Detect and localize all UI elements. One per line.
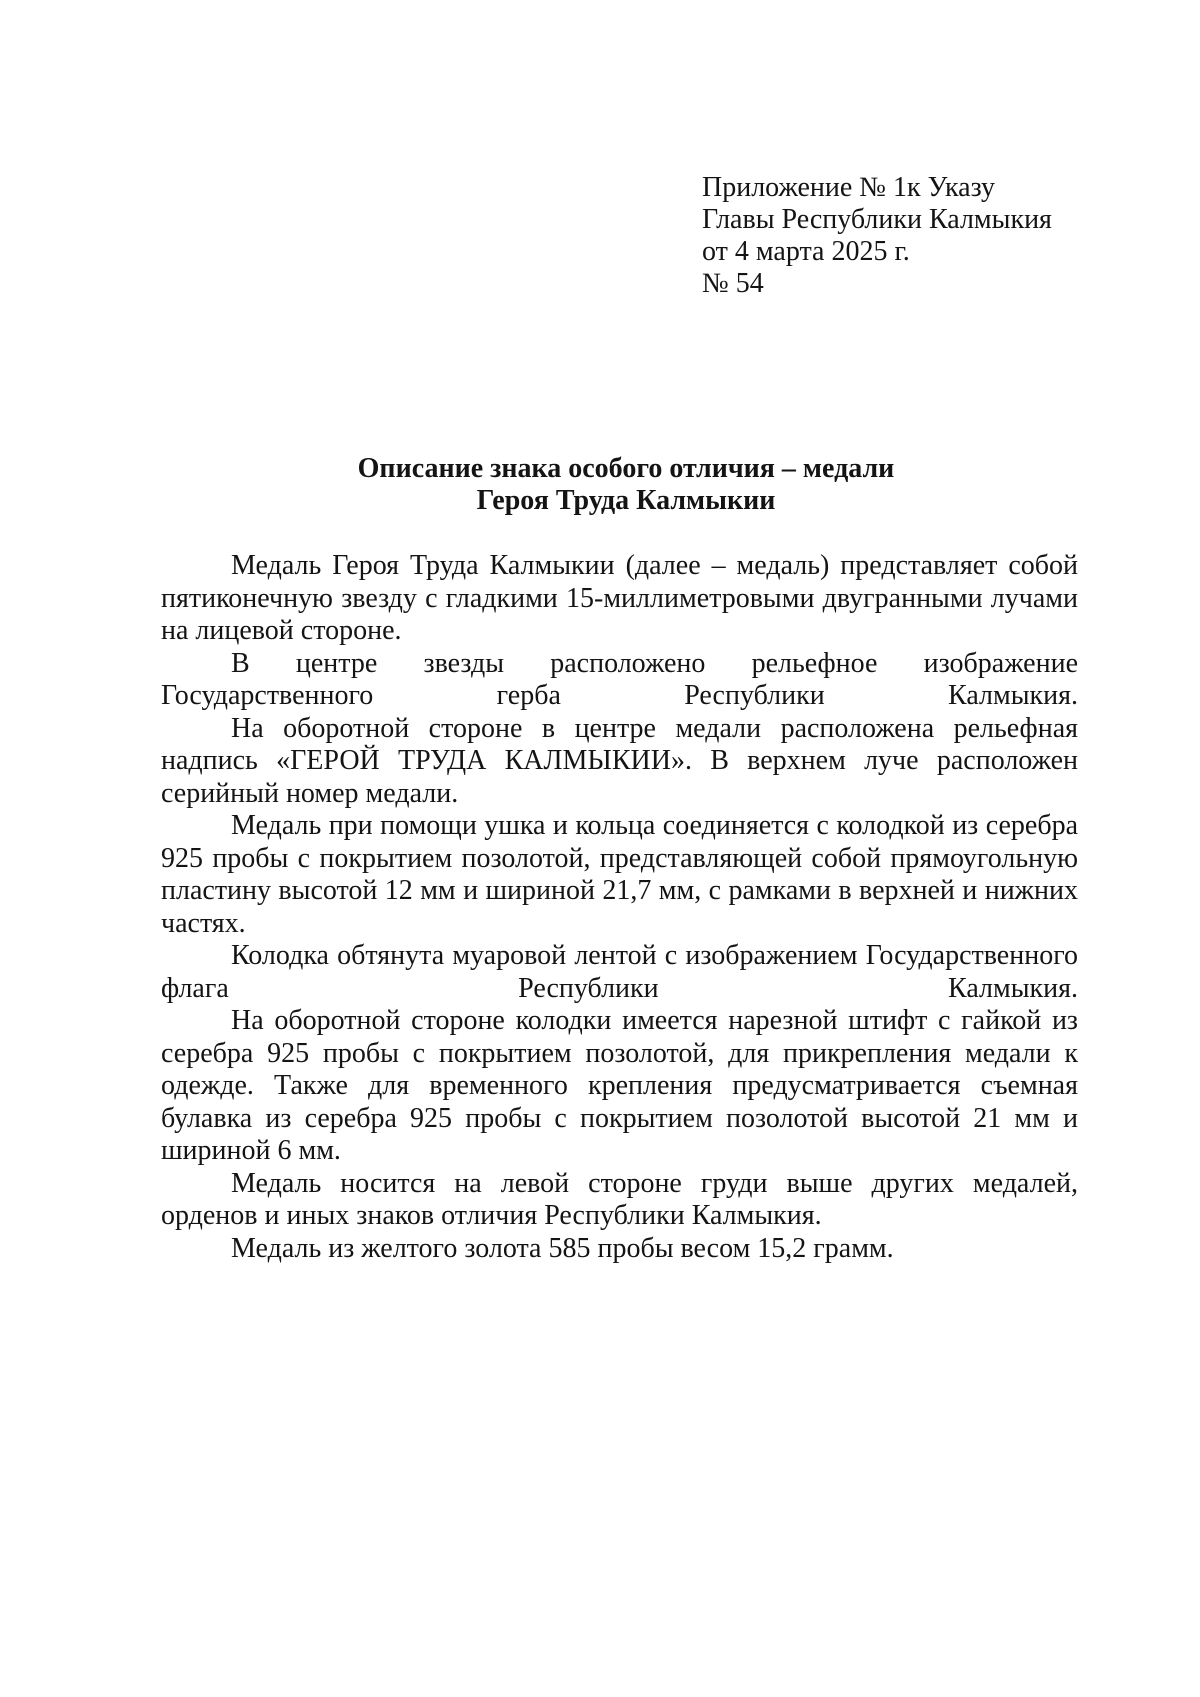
body-paragraph: На оборотной стороне в центре медали расположена рельефная надпись «ГЕРОЙ ТРУДА КАЛМЫКИИ». В верхнем луче расположен серийный номер медали. [161,712,1078,809]
appendix-line: № 54 [702,268,764,299]
body-paragraph: Колодка обтянута муаровой лентой с изображением Государственного флага Республики Калмыкия. [161,940,1078,1004]
document-title [0,453,1200,517]
body-paragraph: Медаль при помощи ушка и кольца соединяется с колодкой из серебра 925 пробы с покрытием позолотой, представляющей собой прямоугольную пластину высотой 12 мм и шириной 21,7 мм, с рамками в верхней и нижних частях. [161,810,1078,939]
appendix-line: Приложение № 1к Указу [702,172,996,203]
body-paragraph: Медаль из желтого золота 585 пробы весом 15,2 грамм. [231,1232,894,1264]
body-paragraph: На оборотной стороне колодки имеется нарезной штифт с гайкой из серебра 925 пробы с покрытием позолотой, для прикрепления медали к одежде. Также для временного крепления предусматривается съемная булавка из серебра 925 пробы с покрытием позолотой высотой 21 мм и шириной 6 мм. [161,1005,1078,1166]
document-body [161,550,1078,1265]
appendix-line: от 4 марта 2025 г. [702,236,910,267]
body-paragraph: В центре звезды расположено рельефное изображение Государственного герба Республики Калмыкия. [161,647,1078,711]
body-paragraph: Медаль носится на левой стороне груди выше других медалей, орденов и иных знаков отличия Республики Калмыкия. [161,1167,1078,1231]
title-line-1: Описание знака особого отличия – медали [357,453,895,484]
appendix-line: Главы Республики Калмыкия [702,204,1052,235]
appendix-reference [702,172,1052,300]
body-paragraph: Медаль Героя Труда Калмыкии (далее – медаль) представляет собой пятиконечную звезду с гладкими 15-миллиметровыми двугранными лучами на лицевой стороне. [161,550,1078,646]
title-line-2: Героя Труда Калмыкии [476,485,776,516]
